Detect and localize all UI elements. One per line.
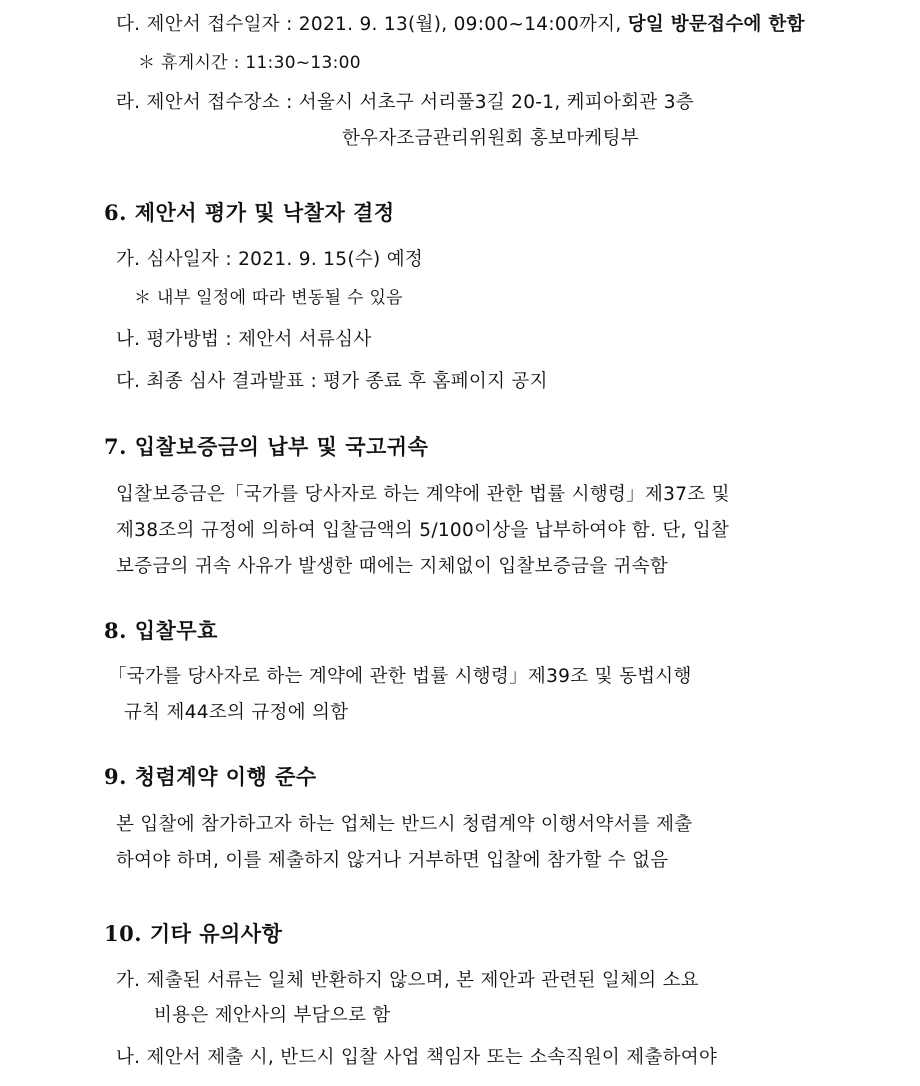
section-7-title: 7. 입찰보증금의 납부 및 국고귀속 (104, 434, 429, 459)
submission-place-line2: 한우자조금관리위원회 홍보마케팅부 (342, 128, 639, 149)
break-time-note: ＊ 휴게시간 : 11:30~13:00 (138, 53, 361, 73)
schedule-change-note: ＊ 내부 일정에 따라 변동될 수 있음 (134, 288, 403, 308)
submission-place-line1: 라. 제안서 접수장소 : 서울시 서초구 서리풀3길 20-1, 케피아회관 3층 (116, 92, 694, 113)
deposit-paragraph-line2: 제38조의 규정에 의하여 입찰금액의 5/100이상을 납부하여야 함. 단, 입찰 (116, 520, 730, 541)
invalid-bid-line2: 규칙 제44조의 규정에 의함 (124, 702, 349, 723)
section-9-title: 9. 청렴계약 이행 준수 (104, 764, 317, 789)
section-10-title: 10. 기타 유의사항 (104, 921, 283, 946)
evaluation-method-line: 나. 평가방법 : 제안서 서류심사 (116, 329, 372, 350)
other-notes-ga-line1: 가. 제출된 서류는 일체 반환하지 않으며, 본 제안과 관련된 일체의 소요 (116, 970, 699, 991)
section-8-title: 8. 입찰무효 (104, 618, 218, 643)
review-date-line: 가. 심사일자 : 2021. 9. 15(수) 예정 (116, 249, 424, 270)
result-announcement-line: 다. 최종 심사 결과발표 : 평가 종료 후 홈페이지 공지 (116, 371, 548, 392)
submission-date-text: 다. 제안서 접수일자 : 2021. 9. 13(월), 09:00~14:00까지, (116, 14, 628, 35)
integrity-contract-line1: 본 입찰에 참가하고자 하는 업체는 반드시 청렴계약 이행서약서를 제출 (116, 814, 693, 835)
submission-date-line (116, 12, 805, 38)
other-notes-na-line1: 나. 제안서 제출 시, 반드시 입찰 사업 책임자 또는 소속직원이 제출하여야 (116, 1047, 718, 1068)
invalid-bid-line1: 「국가를 당사자로 하는 계약에 관한 법률 시행령」제39조 및 동법시행 (108, 666, 692, 687)
deposit-paragraph-line1: 입찰보증금은「국가를 당사자로 하는 계약에 관한 법률 시행령」제37조 및 (116, 484, 730, 505)
integrity-contract-line2: 하여야 하며, 이를 제출하지 않거나 거부하면 입찰에 참가할 수 없음 (116, 850, 669, 871)
submission-date-emphasis: 당일 방문접수에 한함 (627, 14, 805, 35)
deposit-paragraph-line3: 보증금의 귀속 사유가 발생한 때에는 지체없이 입찰보증금을 귀속함 (116, 556, 669, 577)
other-notes-ga-line2: 비용은 제안사의 부담으로 함 (154, 1005, 391, 1026)
section-6-title: 6. 제안서 평가 및 낙찰자 결정 (104, 200, 395, 225)
